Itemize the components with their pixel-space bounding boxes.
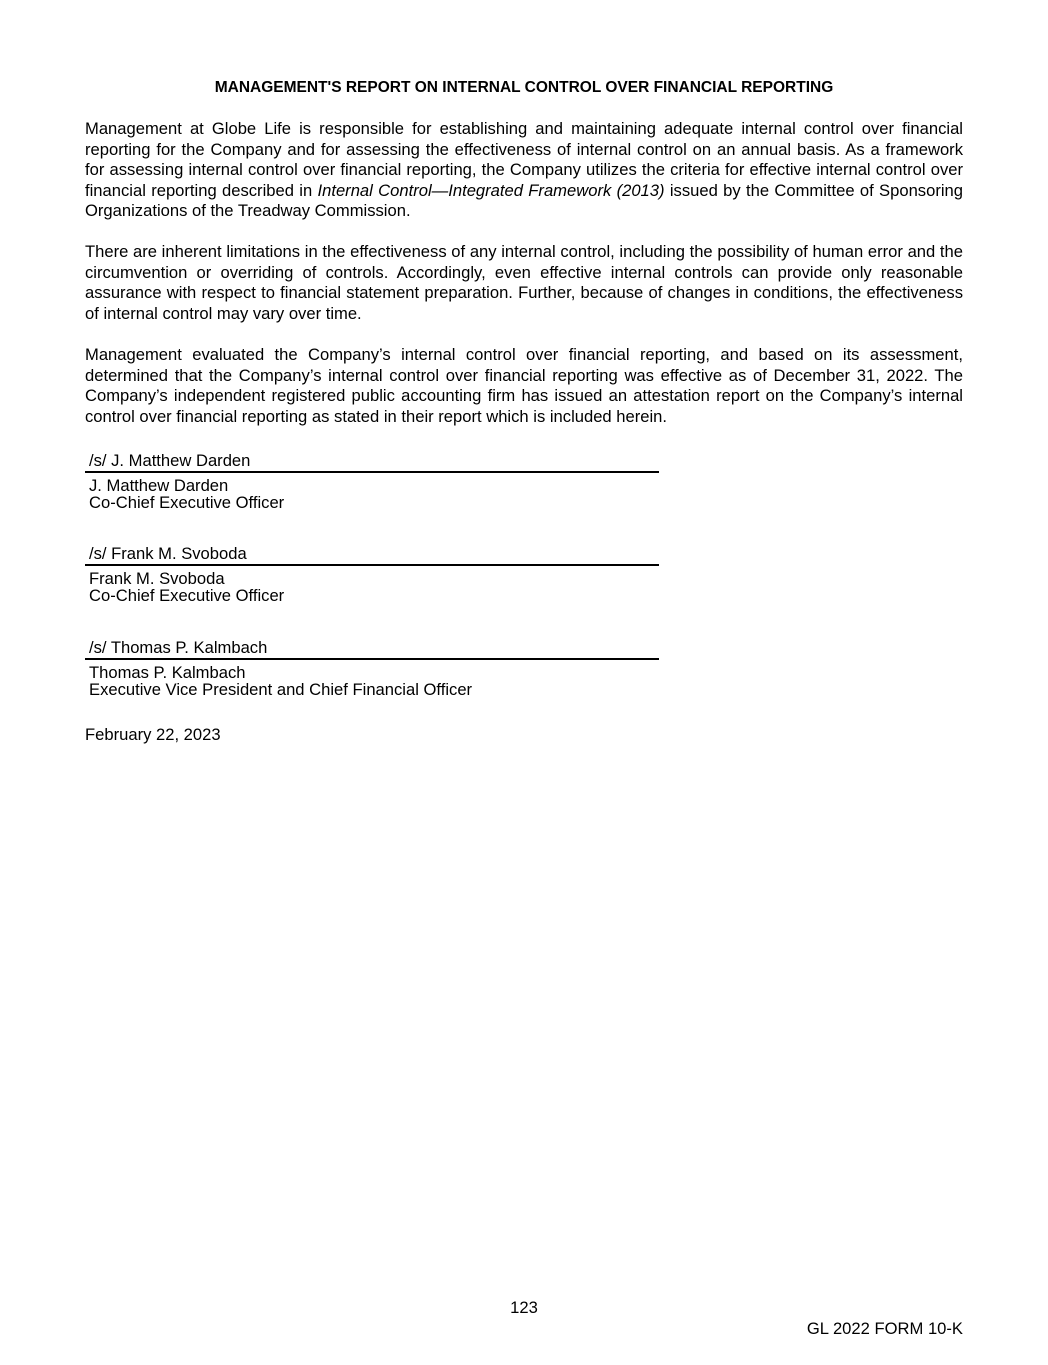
signer-title: Co-Chief Executive Officer: [89, 586, 285, 605]
paragraph-limitations: There are inherent limitations in the effectiveness of any internal control, including the possibility of human error and the circumvention or overriding of controls. Accordingly, even effective internal controls can provide only reasonable assurance with respect to financial statement preparation. Further, because of changes in conditions, the effectiveness of internal control may vary over time.: [85, 242, 963, 323]
signature-block: [85, 451, 659, 511]
framework-title: Internal Control—Integrated Framework (2013): [317, 180, 665, 200]
page-title: MANAGEMENT'S REPORT ON INTERNAL CONTROL OVER FINANCIAL REPORTING: [214, 79, 834, 96]
paragraph-responsibility: [85, 119, 963, 222]
signature-line: /s/ J. Matthew Darden: [85, 451, 659, 473]
signer-title: Executive Vice President and Chief Financial Officer: [89, 680, 473, 699]
signature-block: [85, 544, 659, 604]
paragraph-text: issued by the Committee of Sponsoring Organizations of the Treadway Commission.: [85, 180, 963, 220]
signer-title: Co-Chief Executive Officer: [89, 493, 285, 512]
page-number: 123: [510, 1298, 538, 1317]
signature-line: /s/ Thomas P. Kalmbach: [85, 638, 659, 660]
footer-form-label: GL 2022 FORM 10-K: [806, 1319, 963, 1338]
signer-name: J. Matthew Darden: [89, 476, 229, 495]
paragraph-text: Management at Globe Life is responsible for establishing and maintaining adequate internal control over financial reporting for the Company and for assessing the effectiveness of internal control on an annual basis. As a framework for assessing internal control over financial reporting, the Company utilizes the criteria for effective internal control over financial reporting described in: [85, 119, 963, 200]
signature-block: [85, 638, 659, 698]
report-date: February 22, 2023: [85, 725, 221, 744]
signer-name: Thomas P. Kalmbach: [89, 663, 246, 682]
signature-line: /s/ Frank M. Svoboda: [85, 544, 659, 566]
paragraph-evaluation: Management evaluated the Company’s internal control over financial reporting, and based on its assessment, determined that the Company’s internal control over financial reporting was effective as of December 31, 2022. The Company’s independent registered public accounting firm has issued an attestation report on the Company’s internal control over financial reporting as stated in their report which is included herein.: [85, 345, 963, 426]
signer-name: Frank M. Svoboda: [89, 569, 225, 588]
